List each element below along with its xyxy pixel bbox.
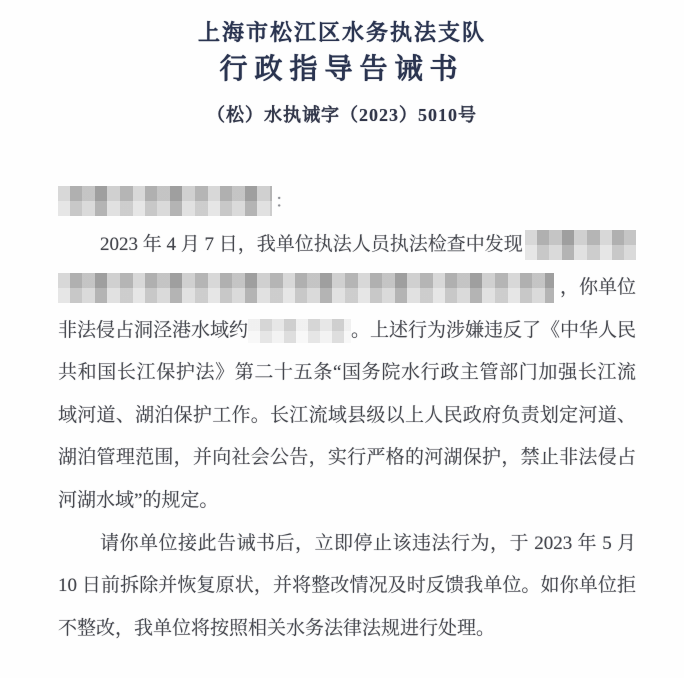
rectification-request-line: 请你单位接此告诫书后，立即停止该违法行为，于 2023 年 5 月	[100, 533, 636, 554]
recipient-colon: ：	[275, 191, 293, 211]
rectification-deadline-line: 10 日前拆除并恢复原状，并将整改情况及时反馈我单位。如你单位拒	[58, 575, 636, 596]
redaction-mosaic-finding-detail	[525, 230, 636, 260]
occupation-sentence-pre: 非法侵占洞泾港水域约	[58, 320, 249, 341]
document-number: （松）水执诫字（2023）5010号	[207, 105, 477, 125]
body-line	[58, 229, 636, 261]
issuing-authority-title: 上海市松江区水务执法支队	[197, 20, 486, 45]
redaction-mosaic-water-area-size	[248, 319, 351, 343]
body-line	[58, 315, 636, 347]
law-citation-line: 湖泊管理范围，并向社会公告，实行严格的河湖保护，禁止非法侵占	[58, 447, 636, 468]
document-title: 行政指导告诫书	[219, 54, 465, 85]
law-citation-end-line: 河湖水域”的规定。	[58, 490, 219, 511]
recipient-line	[58, 185, 636, 217]
law-citation-line: 共和国长江保护法》第二十五条“国务院水行政主管部门加强长江流	[58, 362, 636, 383]
redaction-mosaic-party-identity	[58, 273, 554, 303]
party-tail-text: ，你单位	[559, 277, 636, 298]
consequence-line: 不整改，我单位将按照相关水务法律法规进行处理。	[58, 618, 496, 639]
redaction-mosaic-recipient-name	[58, 186, 272, 216]
body-line	[58, 272, 636, 304]
occupation-sentence-post: 。上述行为涉嫌违反了《中华人民	[350, 320, 636, 341]
law-citation-line: 域河道、湖泊保护工作。长江流域县级以上人民政府负责划定河道、	[58, 405, 636, 426]
inspection-date-sentence: 2023 年 4 月 7 日，我单位执法人员执法检查中发现	[100, 234, 523, 255]
